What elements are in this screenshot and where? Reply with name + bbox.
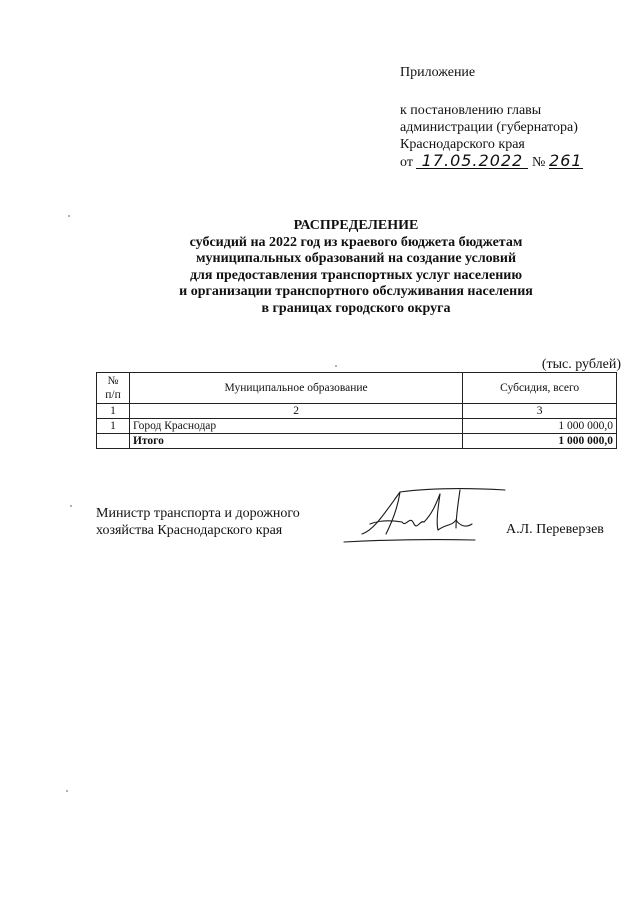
column-number: 1: [97, 404, 130, 419]
appendix-date-line: [400, 153, 583, 171]
total-empty-cell: [97, 434, 130, 449]
row-number: 1: [97, 419, 130, 434]
table-column-number-row: [97, 404, 617, 419]
handwritten-signature: [340, 484, 510, 544]
table-row: [97, 419, 617, 434]
scan-speck: [68, 215, 70, 217]
heading-title: РАСПРЕДЕЛЕНИЕ: [293, 218, 419, 233]
total-amount: 1 000 000,0: [463, 434, 617, 449]
header-no: [97, 373, 130, 404]
column-number: 3: [463, 404, 617, 419]
decree-date: 17.05.2022: [416, 153, 528, 169]
heading-line: и организации транспортного обслуживания населения: [179, 284, 533, 299]
scan-speck: [335, 365, 337, 367]
row-municipality: Город Краснодар: [129, 419, 462, 434]
table-total-row: [97, 434, 617, 449]
signatory-name: А.Л. Переверзев: [506, 522, 604, 537]
heading-line: муниципальных образований на создание условий: [195, 251, 517, 266]
date-prefix: от: [400, 155, 413, 170]
appendix-line-3: Краснодарского края: [400, 137, 525, 152]
header-municipality: Муниципальное образование: [129, 373, 462, 404]
header-no-line-1: №: [107, 375, 119, 387]
units-label: (тыс. рублей): [541, 357, 621, 372]
signatory-position: [96, 505, 300, 539]
table-header-row: [97, 373, 617, 404]
position-line-2: хозяйства Краснодарского края: [96, 523, 283, 538]
decree-number: 261: [549, 151, 583, 170]
heading-line: в границах городского округа: [261, 300, 451, 316]
scan-speck: [70, 505, 72, 507]
column-number: 2: [129, 404, 462, 419]
header-no-line-2: п/п: [105, 389, 121, 401]
position-line-1: Министр транспорта и дорожного: [96, 506, 300, 521]
scan-speck: [66, 790, 68, 792]
document-heading: [96, 218, 616, 317]
number-prefix: №: [531, 155, 546, 170]
subsidy-table: [96, 372, 617, 449]
appendix-title: Приложение: [400, 65, 476, 80]
total-label: Итого: [129, 434, 462, 449]
header-subsidy: Субсидия, всего: [463, 373, 617, 404]
appendix-line-1: к постановлению главы: [400, 103, 542, 118]
row-amount: 1 000 000,0: [463, 419, 617, 434]
heading-line: для предоставления транспортных услуг населению: [189, 267, 523, 283]
heading-line: субсидий на 2022 год из краевого бюджета бюджетам: [189, 234, 523, 250]
appendix-block: [400, 64, 583, 171]
appendix-line-2: администрации (губернатора): [400, 120, 578, 135]
